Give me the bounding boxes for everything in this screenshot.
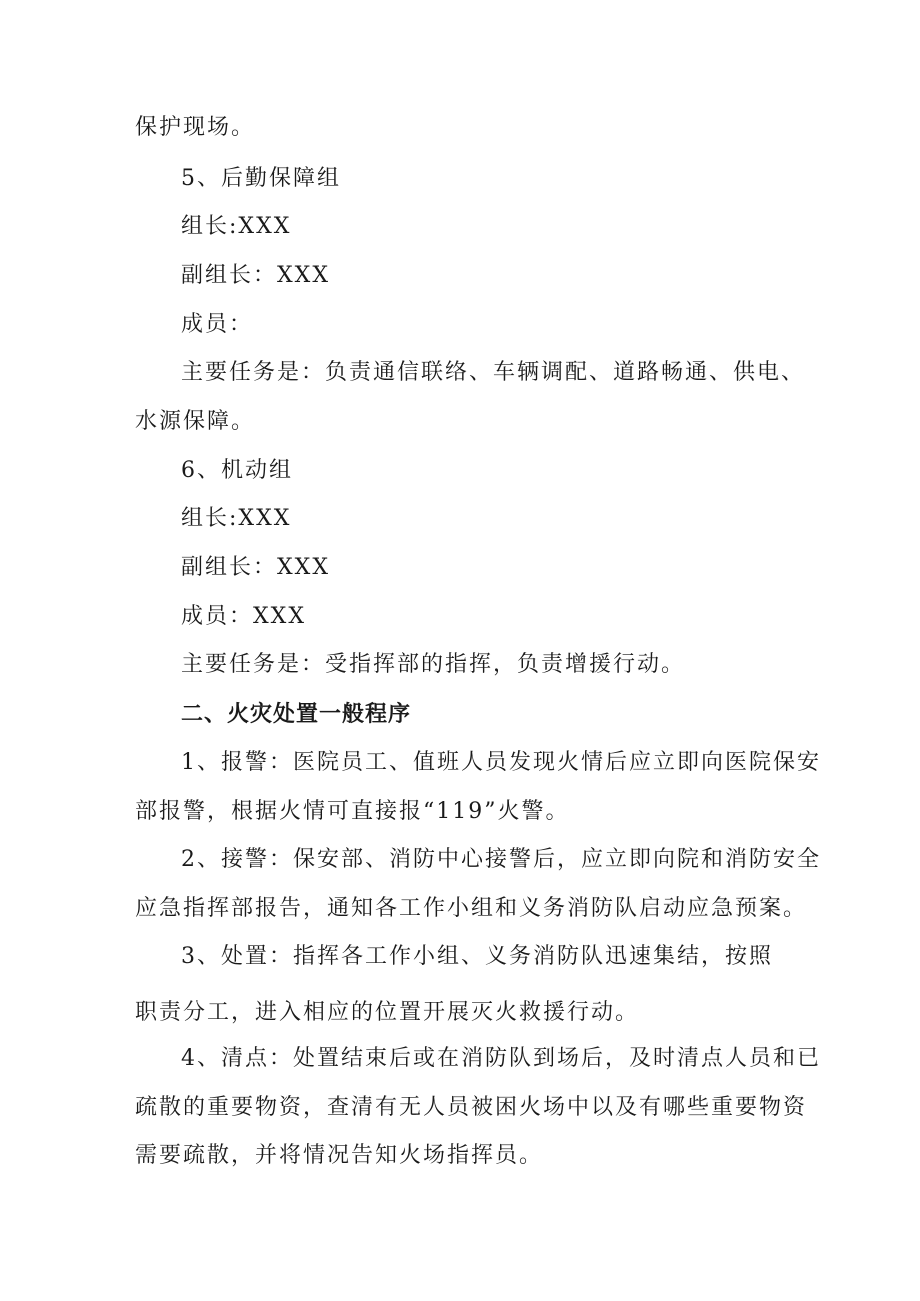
text-line: 成员：XXX (181, 604, 306, 629)
text-line: 应急指挥部报告，通知各工作小组和义务消防队启动应急预案。 (135, 896, 808, 921)
text-line: 需要疏散，并将情况告知火场指挥员。 (135, 1143, 544, 1168)
text-line: 主要任务是：受指挥部的指挥，负责增援行动。 (181, 652, 686, 677)
text-line: 成员： (181, 312, 254, 337)
chapter-heading: 二、火灾处置一般程序 (181, 702, 412, 727)
text-line: 副组长：XXX (181, 555, 330, 580)
text-line: 保护现场。 (135, 115, 256, 140)
text-line: 4、清点：处置结束后或在消防队到场后，及时清点人员和已 (181, 1046, 821, 1071)
section-heading-logistics: 5、后勤保障组 (181, 166, 341, 191)
text-line: 水源保障。 (135, 409, 256, 434)
text-line: 副组长：XXX (181, 263, 330, 288)
text-line: 组长:XXX (181, 506, 292, 531)
text-line: 主要任务是：负责通信联络、车辆调配、道路畅通、供电、 (181, 360, 806, 385)
text-line: 1、报警：医院员工、值班人员发现火情后应立即向医院保安 (181, 750, 821, 775)
text-line: 组长:XXX (181, 214, 292, 239)
text-line: 2、接警：保安部、消防中心接警后，应立即向院和消防安全 (181, 847, 821, 872)
section-heading-mobile: 6、机动组 (181, 458, 293, 483)
text-line: 部报警，根据火情可直接报“119”火警。 (135, 799, 570, 824)
text-line: 职责分工，进入相应的位置开展灭火救援行动。 (135, 1000, 640, 1025)
text-line: 3、处置：指挥各工作小组、义务消防队迅速集结，按照 (181, 944, 773, 969)
text-line: 疏散的重要物资，查清有无人员被困火场中以及有哪些重要物资 (135, 1095, 808, 1120)
